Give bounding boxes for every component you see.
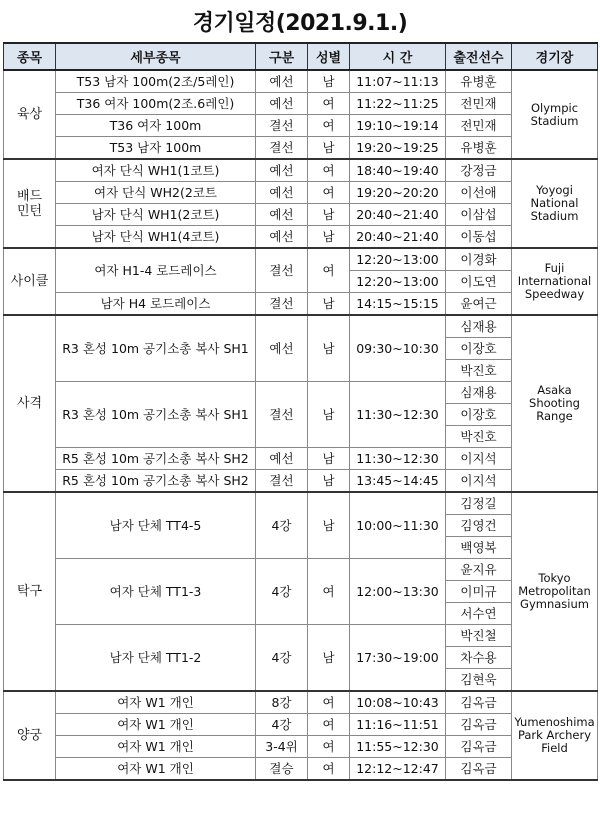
round-cell: 8강 (256, 691, 308, 714)
athlete-cell: 김옥금 (446, 736, 512, 758)
athlete-cell: 김정길 (446, 492, 512, 515)
time-cell: 10:08~10:43 (350, 691, 446, 714)
detail-cell: T36 여자 100m (56, 115, 256, 137)
table-row (4, 559, 598, 581)
detail-cell: 남자 단체 TT1-2 (56, 625, 256, 692)
athlete-cell: 이동섭 (446, 226, 512, 249)
detail-cell: T36 여자 100m(2조.6레인) (56, 93, 256, 115)
athlete-cell: 이미규 (446, 581, 512, 603)
round-cell: 결선 (256, 137, 308, 160)
athlete-cell: 박진호 (446, 360, 512, 382)
round-cell: 예선 (256, 159, 308, 182)
round-cell: 결승 (256, 758, 308, 781)
sport-cell: 육상 (4, 70, 56, 159)
gender-cell: 남 (308, 70, 350, 93)
header-gender: 성별 (308, 43, 350, 70)
time-cell: 13:45~14:45 (350, 470, 446, 493)
round-cell: 4강 (256, 559, 308, 625)
header-detail: 세부종목 (56, 43, 256, 70)
time-cell: 14:15~15:15 (350, 293, 446, 316)
round-cell: 결선 (256, 115, 308, 137)
athlete-cell: 윤여근 (446, 293, 512, 316)
detail-cell: R5 혼성 10m 공기소총 복사 SH2 (56, 448, 256, 470)
gender-cell: 여 (308, 714, 350, 736)
round-cell: 예선 (256, 182, 308, 204)
gender-cell: 여 (308, 182, 350, 204)
detail-cell: 여자 W1 개인 (56, 758, 256, 781)
round-cell: 4강 (256, 714, 308, 736)
page-title: 경기일정(2021.9.1.) (192, 10, 408, 36)
athlete-cell: 강정금 (446, 159, 512, 182)
athlete-cell: 이경화 (446, 248, 512, 271)
round-cell: 4강 (256, 625, 308, 692)
time-cell: 11:30~12:30 (350, 448, 446, 470)
athlete-cell: 이장호 (446, 338, 512, 360)
time-cell: 19:10~19:14 (350, 115, 446, 137)
athlete-cell: 이지석 (446, 448, 512, 470)
time-cell: 09:30~10:30 (350, 315, 446, 382)
time-cell: 11:55~12:30 (350, 736, 446, 758)
athlete-cell: 윤지유 (446, 559, 512, 581)
venue-cell: Asaka Shooting Range (512, 315, 598, 492)
gender-cell: 여 (308, 115, 350, 137)
round-cell: 결선 (256, 382, 308, 448)
gender-cell: 남 (308, 315, 350, 382)
table-row (4, 625, 598, 647)
detail-cell: 여자 단식 WH2(2코트 (56, 182, 256, 204)
time-cell: 17:30~19:00 (350, 625, 446, 692)
round-cell: 예선 (256, 315, 308, 382)
gender-cell: 여 (308, 248, 350, 293)
time-cell: 12:12~12:47 (350, 758, 446, 781)
table-row (4, 293, 598, 316)
table-row (4, 492, 598, 515)
venue-cell: Yoyogi National Stadium (512, 159, 598, 248)
athlete-cell: 김영건 (446, 515, 512, 537)
round-cell: 4강 (256, 492, 308, 559)
venue-cell: Fuji International Speedway (512, 248, 598, 315)
detail-cell: 여자 W1 개인 (56, 714, 256, 736)
table-row (4, 382, 598, 404)
athlete-cell: 이선애 (446, 182, 512, 204)
detail-cell: 남자 단체 TT4-5 (56, 492, 256, 559)
athlete-cell: 이삼섭 (446, 204, 512, 226)
header-row (4, 43, 598, 70)
venue-cell: Yumenoshima Park Archery Field (512, 691, 598, 780)
header-round: 구분 (256, 43, 308, 70)
table-row (4, 315, 598, 338)
time-cell: 12:20~13:00 (350, 248, 446, 271)
round-cell: 예선 (256, 448, 308, 470)
athlete-cell: 김옥금 (446, 691, 512, 714)
time-cell: 19:20~19:25 (350, 137, 446, 160)
athlete-cell: 전민재 (446, 115, 512, 137)
detail-cell: 여자 W1 개인 (56, 691, 256, 714)
athlete-cell: 박진호 (446, 426, 512, 448)
detail-cell: 남자 단식 WH1(2코트) (56, 204, 256, 226)
round-cell: 예선 (256, 93, 308, 115)
page-title-bar (0, 0, 600, 42)
gender-cell: 여 (308, 758, 350, 781)
athlete-cell: 박진철 (446, 625, 512, 647)
round-cell: 예선 (256, 226, 308, 249)
detail-cell: 여자 H1-4 로드레이스 (56, 248, 256, 293)
detail-cell: 여자 단체 TT1-3 (56, 559, 256, 625)
time-cell: 12:20~13:00 (350, 271, 446, 293)
time-cell: 11:30~12:30 (350, 382, 446, 448)
athlete-cell: 김옥금 (446, 758, 512, 781)
sport-cell: 탁구 (4, 492, 56, 691)
athlete-cell: 서수연 (446, 603, 512, 625)
table-row (4, 714, 598, 736)
time-cell: 20:40~21:40 (350, 226, 446, 249)
gender-cell: 남 (308, 204, 350, 226)
header-sport: 종목 (4, 43, 56, 70)
venue-cell: Olympic Stadium (512, 70, 598, 159)
athlete-cell: 유병훈 (446, 70, 512, 93)
athlete-cell: 전민재 (446, 93, 512, 115)
detail-cell: R3 혼성 10m 공기소총 복사 SH1 (56, 315, 256, 382)
time-cell: 19:20~20:20 (350, 182, 446, 204)
detail-cell: T53 남자 100m (56, 137, 256, 160)
athlete-cell: 백영복 (446, 537, 512, 559)
venue-cell: Tokyo Metropolitan Gymnasium (512, 492, 598, 691)
gender-cell: 여 (308, 691, 350, 714)
table-row (4, 159, 598, 182)
sport-cell: 양궁 (4, 691, 56, 780)
header-time: 시 간 (350, 43, 446, 70)
gender-cell: 남 (308, 382, 350, 448)
table-row (4, 182, 598, 204)
time-cell: 12:00~13:30 (350, 559, 446, 625)
athlete-cell: 이장호 (446, 404, 512, 426)
gender-cell: 여 (308, 559, 350, 625)
table-row (4, 248, 598, 271)
athlete-cell: 김현욱 (446, 669, 512, 692)
round-cell: 결선 (256, 293, 308, 316)
athlete-cell: 이지석 (446, 470, 512, 493)
time-cell: 18:40~19:40 (350, 159, 446, 182)
detail-cell: T53 남자 100m(2조/5레인) (56, 70, 256, 93)
gender-cell: 여 (308, 736, 350, 758)
detail-cell: 남자 H4 로드레이스 (56, 293, 256, 316)
table-row (4, 93, 598, 115)
table-row (4, 691, 598, 714)
time-cell: 20:40~21:40 (350, 204, 446, 226)
time-cell: 11:16~11:51 (350, 714, 446, 736)
table-row (4, 758, 598, 781)
table-row (4, 115, 598, 137)
gender-cell: 남 (308, 470, 350, 493)
gender-cell: 남 (308, 625, 350, 692)
athlete-cell: 김옥금 (446, 714, 512, 736)
detail-cell: 남자 단식 WH1(4코트) (56, 226, 256, 249)
sport-cell: 사격 (4, 315, 56, 492)
table-row (4, 70, 598, 93)
round-cell: 예선 (256, 70, 308, 93)
athlete-cell: 이도연 (446, 271, 512, 293)
detail-cell: R5 혼성 10m 공기소총 복사 SH2 (56, 470, 256, 493)
header-venue: 경기장 (512, 43, 598, 70)
athlete-cell: 차수용 (446, 647, 512, 669)
table-row (4, 470, 598, 493)
time-cell: 10:00~11:30 (350, 492, 446, 559)
round-cell: 3-4위 (256, 736, 308, 758)
athlete-cell: 유병훈 (446, 137, 512, 160)
schedule-body (4, 70, 598, 780)
gender-cell: 여 (308, 93, 350, 115)
round-cell: 결선 (256, 470, 308, 493)
athlete-cell: 심재용 (446, 382, 512, 404)
gender-cell: 남 (308, 492, 350, 559)
table-row (4, 226, 598, 249)
detail-cell: R3 혼성 10m 공기소총 복사 SH1 (56, 382, 256, 448)
header-athletes: 출전선수 (446, 43, 512, 70)
gender-cell: 남 (308, 226, 350, 249)
table-row (4, 448, 598, 470)
schedule-table (3, 42, 598, 781)
gender-cell: 남 (308, 293, 350, 316)
gender-cell: 남 (308, 137, 350, 160)
sport-cell: 배드 민턴 (4, 159, 56, 248)
table-row (4, 137, 598, 160)
round-cell: 결선 (256, 248, 308, 293)
table-row (4, 736, 598, 758)
athlete-cell: 심재용 (446, 315, 512, 338)
time-cell: 11:07~11:13 (350, 70, 446, 93)
gender-cell: 남 (308, 448, 350, 470)
time-cell: 11:22~11:25 (350, 93, 446, 115)
table-row (4, 204, 598, 226)
round-cell: 예선 (256, 204, 308, 226)
gender-cell: 여 (308, 159, 350, 182)
detail-cell: 여자 단식 WH1(1코트) (56, 159, 256, 182)
sport-cell: 사이클 (4, 248, 56, 315)
detail-cell: 여자 W1 개인 (56, 736, 256, 758)
